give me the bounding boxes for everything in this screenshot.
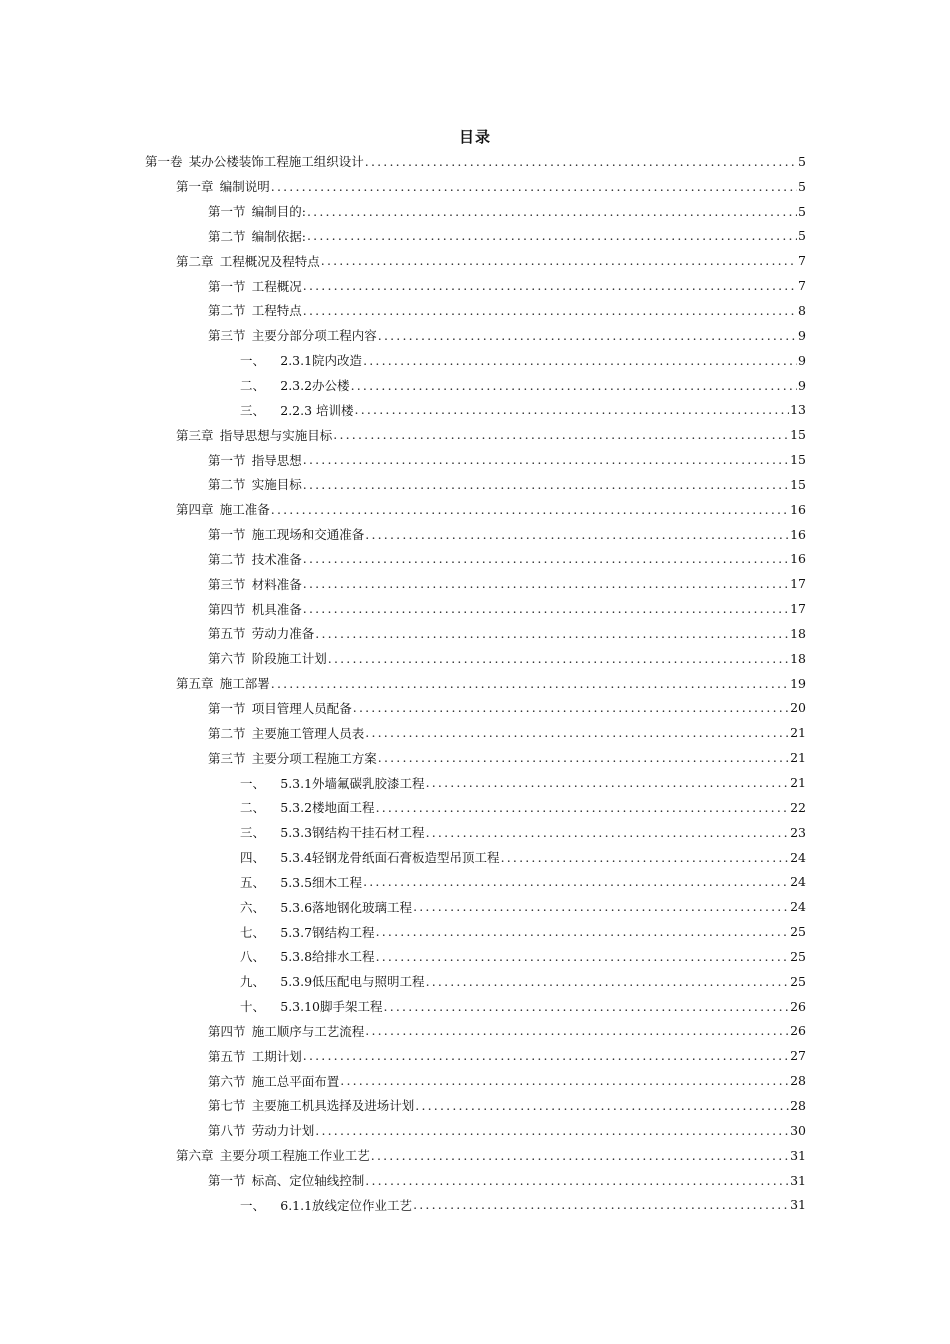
toc-page-number: 19 [790,675,806,691]
toc-entry-title: 实施目标 [251,477,302,493]
toc-page-number: 7 [798,278,806,294]
toc-page-number: 26 [790,998,806,1014]
toc-entry-number: 第二节 [208,228,246,244]
toc-entry[interactable] [0,149,950,174]
toc-entry-text [208,749,377,767]
toc-entry[interactable] [0,522,950,547]
toc-entry-title: 劳动力计划 [251,1123,315,1139]
toc-entry-number: 第五节 [208,1048,246,1064]
toc-entry-text [208,699,352,717]
toc-dot-leader [303,278,797,293]
toc-entry[interactable] [0,795,950,820]
toc-entry[interactable] [0,224,950,249]
toc-entry-title: 主要分部分项工程内容 [251,328,377,344]
toc-entry[interactable] [0,969,950,994]
toc-entry[interactable] [0,869,950,894]
toc-entry[interactable] [0,1043,950,1068]
toc-entry-number: 第三节 [208,576,246,592]
toc-entry-number: 五、 [240,874,266,890]
toc-entry[interactable] [0,944,950,969]
toc-dot-leader [365,1023,789,1038]
toc-entry-text [240,351,362,369]
toc-entry[interactable] [0,348,950,373]
toc-entry-title: 技术准备 [251,551,302,567]
toc-dot-leader [271,676,789,691]
toc-entry[interactable] [0,720,950,745]
toc-dot-leader [376,800,790,815]
toc-entry-text [240,848,500,866]
toc-entry-text [176,1146,370,1164]
toc-entry-number: 第一节 [208,1173,246,1189]
toc-page-number: 25 [790,924,806,940]
toc-entry-title: 编制说明 [219,179,270,195]
toc-entry[interactable] [0,497,950,522]
toc-entry[interactable] [0,745,950,770]
toc-entry-title: 施工现场和交通准备 [251,527,365,543]
toc-dot-leader [333,427,789,442]
toc-entry-text [208,227,306,245]
toc-page-number: 22 [790,799,806,815]
toc-dot-leader [365,1173,789,1188]
toc-entry-title: 主要施工机具选择及进场计划 [251,1098,415,1114]
toc-entry-text [176,674,270,692]
toc-entry-text [240,376,350,394]
toc-entry-number: 一、 [240,775,266,791]
table-of-contents [0,149,950,1217]
toc-dot-leader [378,750,789,765]
toc-dot-leader [426,775,790,790]
toc-dot-leader [315,626,789,641]
toc-entry-title: 指导思想 [251,452,302,468]
toc-entry-text [240,1196,412,1214]
toc-page-number: 31 [790,1147,806,1163]
toc-page-number: 5 [798,178,806,194]
toc-entry-text [208,301,302,319]
toc-dot-leader [365,154,797,169]
toc-page-number: 26 [790,1023,806,1039]
toc-entry[interactable] [0,770,950,795]
toc-entry-number: 第一节 [208,278,246,294]
toc-entry[interactable] [0,820,950,845]
toc-entry-text [240,774,425,792]
toc-entry-title: 5.3.8给排水工程 [280,949,375,965]
toc-page-number: 8 [798,302,806,318]
toc-entry-number: 一、 [240,1197,266,1213]
toc-entry-title: 5.3.5细木工程 [280,874,363,890]
toc-title: 目录 [458,128,491,146]
toc-dot-leader [363,874,789,889]
toc-page-number: 15 [790,452,806,468]
toc-entry[interactable] [0,646,950,671]
toc-dot-leader [321,253,797,268]
toc-entry-text [208,575,302,593]
toc-entry-title: 编制依据: [251,228,306,244]
toc-page-number: 16 [790,501,806,517]
toc-page-number: 9 [798,352,806,368]
toc-entry-number: 第六节 [208,651,246,667]
toc-entry[interactable] [0,596,950,621]
toc-entry-title: 主要分项工程施工作业工艺 [219,1148,370,1164]
toc-entry-title: 主要施工管理人员表 [251,725,365,741]
toc-entry-text [176,500,270,518]
toc-entry[interactable] [0,248,950,273]
toc-entry-title: 工程特点 [251,303,302,319]
toc-page-number: 25 [790,973,806,989]
toc-entry-number: 第二节 [208,303,246,319]
toc-entry[interactable] [0,894,950,919]
toc-entry[interactable] [0,174,950,199]
toc-entry-number: 第八节 [208,1123,246,1139]
toc-dot-leader [415,1098,789,1113]
toc-entry-number: 第二节 [208,551,246,567]
toc-entry[interactable] [0,845,950,870]
toc-entry-text [240,997,383,1015]
toc-entry[interactable] [0,323,950,348]
toc-dot-leader [413,1197,789,1212]
toc-entry-text [208,1072,339,1090]
toc-entry-title: 5.3.1外墙氟碳乳胶漆工程 [280,775,425,791]
toc-page-number: 24 [790,849,806,865]
toc-dot-leader [307,228,797,243]
toc-entry-number: 十、 [240,999,266,1015]
toc-page-number: 31 [790,1197,806,1213]
toc-entry-number: 第六章 [176,1148,214,1164]
toc-page-number: 9 [798,327,806,343]
toc-entry-text [208,1047,302,1065]
toc-page-number: 5 [798,228,806,244]
toc-entry[interactable] [0,1143,950,1168]
toc-entry-text [208,724,364,742]
toc-entry-number: 第一节 [208,700,246,716]
toc-dot-leader [501,850,790,865]
toc-page-number: 28 [790,1097,806,1113]
toc-dot-leader [426,974,790,989]
toc-page-number: 31 [790,1172,806,1188]
toc-entry-number: 第一节 [208,204,246,220]
toc-page-number: 17 [790,601,806,617]
toc-page-number: 17 [790,576,806,592]
toc-entry-title: 5.3.4轻钢龙骨纸面石膏板造型吊顶工程 [280,850,500,866]
toc-dot-leader [303,576,789,591]
toc-entry-text [208,1022,364,1040]
toc-page-number: 16 [790,526,806,542]
toc-entry[interactable] [0,994,950,1019]
toc-dot-leader [271,502,789,517]
toc-entry-number: 第三节 [208,328,246,344]
toc-entry-number: 三、 [240,402,266,418]
toc-entry-title: 2.3.1院内改造 [280,353,363,369]
toc-entry-number: 第一节 [208,452,246,468]
toc-dot-leader [307,204,797,219]
toc-page-number: 30 [790,1122,806,1138]
toc-entry-number: 第五节 [208,626,246,642]
toc-entry-title: 施工顺序与工艺流程 [251,1023,365,1039]
toc-entry-title: 工程概况 [251,278,302,294]
toc-entry-text [240,823,425,841]
toc-dot-leader [340,1073,789,1088]
toc-page-number: 9 [798,377,806,393]
toc-page-number: 24 [790,899,806,915]
toc-dot-leader [353,700,789,715]
toc-entry-number: 四、 [240,850,266,866]
toc-entry-number: 第二章 [176,253,214,269]
toc-entry-title: 2.2.3 培训楼 [280,402,354,418]
toc-entry-title: 5.3.9低压配电与照明工程 [280,974,425,990]
toc-entry[interactable] [0,199,950,224]
toc-entry-title: 材料准备 [251,576,302,592]
toc-page-number: 27 [790,1048,806,1064]
toc-entry[interactable] [0,1019,950,1044]
toc-entry-text [208,475,302,493]
toc-entry-number: 第三节 [208,750,246,766]
toc-entry[interactable] [0,671,950,696]
toc-entry[interactable] [0,1068,950,1093]
toc-entry-text [208,1096,414,1114]
toc-entry-number: 第七节 [208,1098,246,1114]
toc-entry-text [240,972,425,990]
toc-entry-title: 某办公楼装饰工程施工组织设计 [188,154,364,170]
toc-page-number: 15 [790,476,806,492]
toc-dot-leader [413,899,789,914]
toc-entry[interactable] [0,1192,950,1217]
toc-entry-text [176,177,270,195]
toc-entry[interactable] [0,1168,950,1193]
toc-entry-number: 第四节 [208,601,246,617]
toc-page-number: 21 [790,775,806,791]
toc-entry-text [208,1121,314,1139]
toc-entry[interactable] [0,273,950,298]
toc-entry-title: 工程概况及程特点 [219,253,320,269]
toc-dot-leader [365,527,789,542]
toc-page-number: 18 [790,650,806,666]
toc-entry-number: 第三章 [176,427,214,443]
toc-entry-title: 5.3.2楼地面工程 [280,800,375,816]
toc-entry-title: 项目管理人员配备 [251,700,352,716]
toc-dot-leader [271,179,797,194]
toc-entry-title: 主要分项工程施工方案 [251,750,377,766]
toc-entry-title: 6.1.1放线定位作业工艺 [280,1197,413,1213]
toc-entry[interactable] [0,1093,950,1118]
toc-entry-title: 5.3.3钢结构干挂石材工程 [280,825,425,841]
toc-dot-leader [303,303,797,318]
toc-entry-title: 5.3.10脚手架工程 [280,999,383,1015]
toc-entry-number: 二、 [240,800,266,816]
toc-page-number: 5 [798,153,806,169]
toc-page-number: 24 [790,874,806,890]
toc-page-number: 25 [790,948,806,964]
toc-dot-leader [303,477,789,492]
toc-entry-text [176,252,320,270]
toc-page-number: 21 [790,725,806,741]
toc-dot-leader [355,402,790,417]
toc-entry-title: 指导思想与实施目标 [219,427,333,443]
toc-entry-text [208,525,364,543]
toc-entry-title: 施工总平面布置 [251,1073,340,1089]
toc-page-number: 21 [790,750,806,766]
toc-entry-number: 第五章 [176,676,214,692]
toc-entry[interactable] [0,373,950,398]
toc-entry[interactable] [0,298,950,323]
toc-entry[interactable] [0,547,950,572]
toc-page-number: 18 [790,625,806,641]
toc-dot-leader [376,924,790,939]
toc-page-number: 16 [790,551,806,567]
toc-dot-leader [303,551,789,566]
toc-entry-title: 编制目的: [251,204,306,220]
toc-entry-text [240,401,354,419]
toc-entry-text [176,426,332,444]
toc-entry[interactable] [0,919,950,944]
toc-dot-leader [365,725,789,740]
toc-entry-text [208,326,377,344]
toc-entry-number: 第一卷 [145,154,183,170]
toc-entry-title: 施工准备 [219,502,270,518]
toc-entry-text [208,550,302,568]
toc-entry-number: 九、 [240,974,266,990]
toc-entry-text [240,923,375,941]
toc-entry-number: 第六节 [208,1073,246,1089]
toc-entry-title: 劳动力准备 [251,626,315,642]
toc-entry-title: 5.3.7钢结构工程 [280,924,375,940]
toc-dot-leader [376,949,790,964]
toc-entry-text [208,624,314,642]
toc-entry[interactable] [0,422,950,447]
toc-entry-number: 三、 [240,825,266,841]
toc-entry[interactable] [0,621,950,646]
toc-entry-title: 5.3.6落地钢化玻璃工程 [280,899,413,915]
toc-entry[interactable] [0,696,950,721]
toc-entry[interactable] [0,571,950,596]
toc-dot-leader [378,328,797,343]
toc-dot-leader [315,1123,789,1138]
toc-entry[interactable] [0,397,950,422]
toc-dot-leader [371,1148,789,1163]
toc-dot-leader [363,353,797,368]
toc-entry[interactable] [0,472,950,497]
toc-entry-number: 第一章 [176,179,214,195]
toc-entry-text [240,947,375,965]
toc-page-number: 15 [790,427,806,443]
toc-entry-text [208,649,327,667]
toc-entry-number: 第二节 [208,477,246,493]
toc-entry[interactable] [0,447,950,472]
toc-page-number: 5 [798,203,806,219]
toc-entry-number: 第四节 [208,1023,246,1039]
toc-dot-leader [303,1048,789,1063]
toc-entry-number: 七、 [240,924,266,940]
toc-dot-leader [426,825,790,840]
toc-entry-text [240,898,412,916]
toc-entry-text [240,798,375,816]
toc-entry-number: 第一节 [208,527,246,543]
toc-entry-title: 阶段施工计划 [251,651,327,667]
toc-entry-title: 工期计划 [251,1048,302,1064]
toc-entry-title: 施工部署 [219,676,270,692]
toc-entry[interactable] [0,1118,950,1143]
toc-dot-leader [303,601,789,616]
toc-entry-number: 八、 [240,949,266,965]
toc-entry-text [208,277,302,295]
toc-page-number: 23 [790,824,806,840]
toc-dot-leader [328,651,789,666]
toc-dot-leader [384,999,790,1014]
toc-entry-title: 机具准备 [251,601,302,617]
toc-page-number: 13 [790,402,806,418]
toc-page-number: 28 [790,1073,806,1089]
toc-page-number: 7 [798,253,806,269]
toc-entry-title: 2.3.2办公楼 [280,378,350,394]
toc-dot-leader [303,452,789,467]
toc-dot-leader [351,378,797,393]
toc-entry-number: 二、 [240,378,266,394]
toc-entry-number: 第四章 [176,502,214,518]
toc-entry-text [208,600,302,618]
toc-entry-number: 一、 [240,353,266,369]
toc-entry-text [145,152,364,170]
toc-entry-title: 标高、定位轴线控制 [251,1173,365,1189]
toc-entry-text [208,1171,364,1189]
toc-entry-number: 六、 [240,899,266,915]
toc-entry-text [208,202,306,220]
toc-page-number: 20 [790,700,806,716]
toc-entry-number: 第二节 [208,725,246,741]
toc-entry-text [208,451,302,469]
toc-entry-text [240,873,362,891]
